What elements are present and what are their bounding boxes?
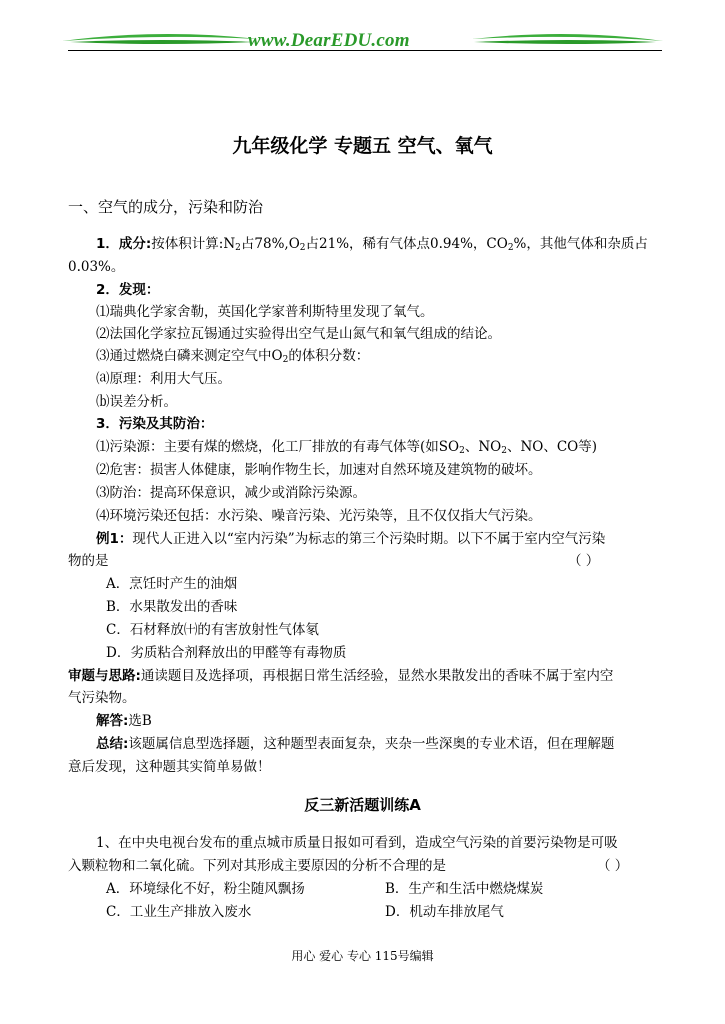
- practice-question-1: 1、在中央电视台发布的重点城市质量日报如可看到，造成空气污染的首要污染物是可吸: [96, 835, 618, 851]
- analysis-line-2: 气污染物。: [68, 690, 136, 706]
- answer-paren: （ ）: [568, 553, 600, 569]
- practice-option-a: A．环境绿化不好，粉尘随风飘扬: [106, 881, 305, 897]
- discovery-item-1: ⑴瑞典化学家舍勒，英国化学家普利斯特里发现了氧气。: [96, 304, 434, 320]
- discovery-item-2: ⑵法国化学家拉瓦锡通过实验得出空气是山氮气和氧气组成的结论。: [96, 326, 501, 342]
- practice-answer-paren: （ ）: [597, 858, 629, 874]
- summary-line-2: 意后发现，这种题其实简单易做！: [68, 759, 271, 775]
- pollution-item-1: ⑴污染源：主要有煤的燃烧，化工厂排放的有毒气体等(如$SO_2$、$NO_2$、NO、CO等): [96, 439, 597, 456]
- practice-option-b: B．生产和生活中燃烧煤炭: [385, 881, 544, 897]
- answer-label: 解答:: [96, 713, 129, 729]
- discovery-label: 2．发现：: [96, 282, 160, 298]
- option-c: C．石材释放㈩的有害放射性气体氡: [106, 622, 319, 638]
- header-swoosh-right: [470, 30, 665, 52]
- option-b: B．水果散发出的香味: [106, 599, 238, 615]
- composition-label: 1．成分:: [96, 236, 152, 252]
- analysis-line: 审题与思路:通读题目及选择项，再根据日常生活经验，显然水果散发出的香味不属于室内空: [68, 668, 614, 684]
- option-d: D．劣质粘合剂释放出的甲醛等有毒物质: [106, 645, 347, 661]
- summary-label: 总结:: [96, 736, 129, 752]
- pollution-item-4: ⑷环境污染还包括：水污染、噪音污染、光污染等，且不仅仅指大气污染。: [96, 508, 542, 524]
- discovery-item-3: ⑶通过燃烧白磷来测定空气中$O_2$的体积分数：: [96, 348, 370, 365]
- pollution-item-2: ⑵危害：损害人体健康，影响作物生长，加速对自然环境及建筑物的破坏。: [96, 462, 542, 478]
- section-heading: 一、空气的成分，污染和防治: [68, 198, 264, 216]
- example-label: 例1：: [96, 531, 133, 547]
- discovery-item-a: ⒜原理：利用大气压。: [96, 371, 231, 387]
- pollution-label: 3．污染及其防治：: [96, 416, 214, 432]
- page-title: 九年级化学 专题五 空气、氧气: [232, 135, 493, 157]
- option-a: A．烹饪时产生的油烟: [106, 576, 238, 592]
- summary-line: 总结:该题属信息型选择题，这种题型表面复杂，夹杂一些深奥的专业术语，但在理解题: [96, 736, 615, 752]
- practice-question-1-line-2: 入颗粒物和二氧化硫。下列对其形成主要原因的分析不合理的是: [68, 858, 446, 874]
- practice-option-d: D．机动车排放尾气: [385, 904, 504, 920]
- example-question: 例1：现代人正进入以“室内污染”为标志的第三个污染时期。以下不属于室内空气污染: [96, 531, 606, 547]
- site-logo: www.DearEDU.com: [248, 30, 410, 51]
- discovery-item-b: ⒝误差分析。: [96, 394, 177, 410]
- practice-option-c: C．工业生产排放入废水: [106, 904, 252, 920]
- practice-title: 反三新活题训练A: [304, 796, 421, 814]
- page-footer: 用心 爱心 专心 115号编辑: [291, 949, 434, 963]
- example-question-line-2: 物的是: [68, 553, 109, 569]
- pollution-item-3: ⑶防治：提高环保意识，减少或消除污染源。: [96, 485, 366, 501]
- analysis-label: 审题与思路:: [68, 668, 141, 684]
- header-swoosh-left: [60, 30, 260, 52]
- answer-line: 解答:选B: [96, 713, 152, 729]
- composition-line-2: 0.03%。: [68, 259, 125, 275]
- composition-line: 1．成分:按体积计算$:N_2$占$78\%,O_2$占21%，稀有气体点0.94%，$CO_2\%$，其他气体和杂质占: [96, 236, 648, 253]
